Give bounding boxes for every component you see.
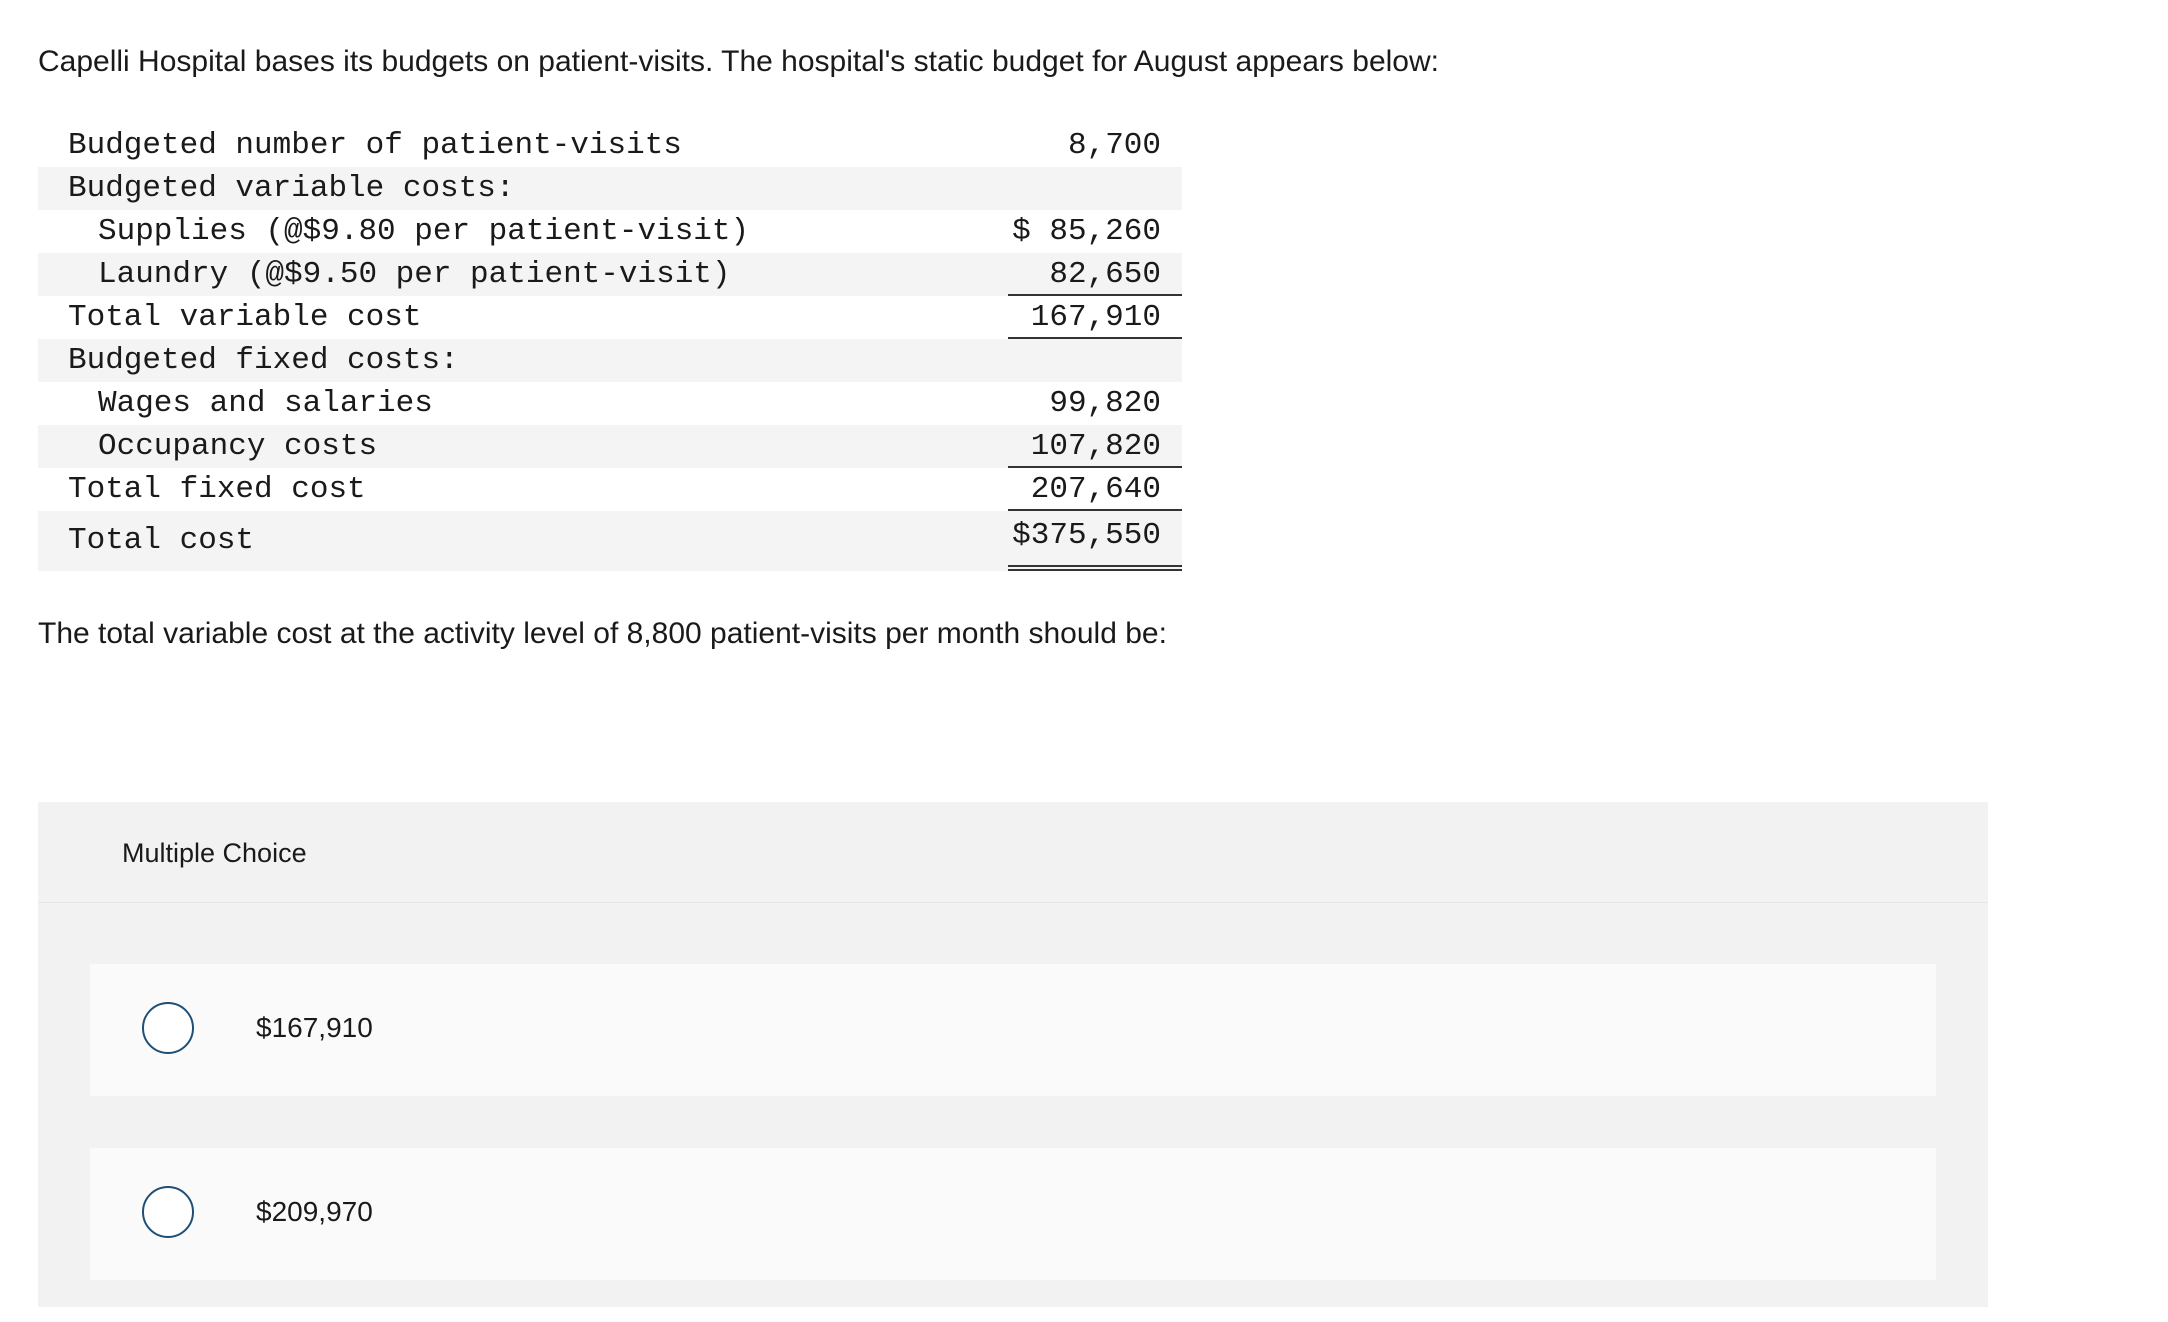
budget-row-total-variable — [38, 296, 1182, 339]
budget-row-label: Occupancy costs — [98, 429, 378, 464]
budget-row-label: Budgeted fixed costs: — [68, 343, 459, 378]
budget-row-label: Total fixed cost — [68, 472, 366, 507]
budget-row-supplies — [38, 210, 1182, 253]
budget-row-label: Total cost — [68, 523, 255, 558]
budget-row-wages — [38, 382, 1182, 425]
budget-row-value: 99,820 — [1049, 386, 1161, 421]
budget-row-total-fixed — [38, 468, 1182, 511]
choice-label: $209,970 — [256, 1196, 373, 1227]
multiple-choice-panel — [38, 802, 1988, 1307]
radio-button[interactable] — [142, 1002, 194, 1054]
choice-label: $167,910 — [256, 1012, 373, 1043]
budget-row-label: Laundry (@$9.50 per patient-visit) — [98, 257, 731, 292]
budget-row-label: Wages and salaries — [98, 386, 433, 421]
budget-row-label: Supplies (@$9.80 per patient-visit) — [98, 214, 750, 249]
budget-row-value: 107,820 — [1008, 425, 1182, 468]
budget-row-value: 167,910 — [1008, 296, 1182, 339]
budget-row-value: 82,650 — [1008, 253, 1182, 296]
budget-row-value — [1008, 339, 1182, 382]
budget-row-laundry — [38, 253, 1182, 296]
multiple-choice-header — [38, 802, 1988, 903]
question-text: The total variable cost at the activity level of 8,800 patient-visits per month should be: — [38, 617, 1167, 650]
budget-row-label: Budgeted number of patient-visits — [68, 128, 682, 163]
multiple-choice-title: Multiple Choice — [122, 838, 307, 868]
budget-row-total-cost — [38, 511, 1182, 571]
budget-row-variable-header — [38, 167, 1182, 210]
budget-row-value: 8,700 — [1067, 128, 1161, 163]
budget-row-label: Budgeted variable costs: — [68, 171, 515, 206]
budget-row-occupancy — [38, 425, 1182, 468]
budget-row-value: $ 85,260 — [1012, 214, 1161, 249]
budget-row-value: 207,640 — [1008, 468, 1182, 511]
budget-row-label: Total variable cost — [68, 300, 422, 335]
intro-text: Capelli Hospital bases its budgets on patient-visits. The hospital's static budget for August appears below: — [38, 45, 1439, 78]
budget-row-patient-visits — [38, 124, 1182, 167]
budget-row-value — [1008, 167, 1182, 210]
choice-option-1[interactable] — [90, 964, 1936, 1096]
choice-option-2[interactable] — [90, 1148, 1936, 1280]
budget-table — [38, 124, 1182, 571]
budget-row-value: $375,550 — [1008, 511, 1182, 571]
budget-row-fixed-header — [38, 339, 1182, 382]
radio-button[interactable] — [142, 1186, 194, 1238]
